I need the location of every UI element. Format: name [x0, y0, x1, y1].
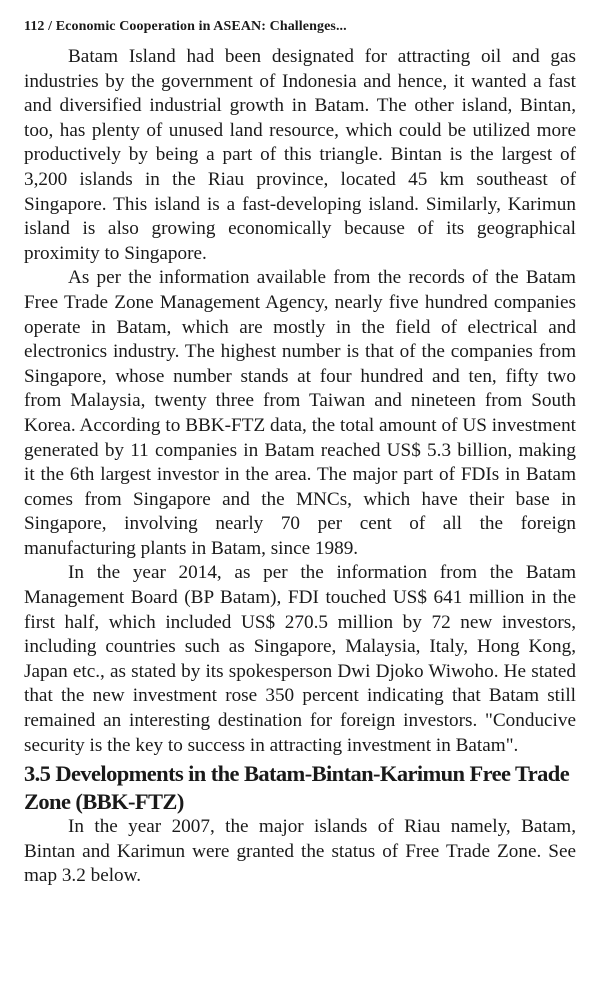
paragraph-batam-companies: As per the information available from the records of the Batam Free Trade Zone Management Agency, nearly five hundred companies operate in Batam, which are mostly in the field of electrical and electronics industry. The highest number is that of the companies from Singapore, whose number stands at four hundred and ten, fifty two from Malaysia, twenty three from Taiwan and nineteen from South Korea. According to BBK-FTZ data, the total amount of US investment generated by 11 companies in Batam reached US$ 5.3 billion, making it the 6th largest investor in the area. The major part of FDIs in Batam comes from Singapore and the MNCs, which have their base in Singapore, involving nearly 70 per cent of all the foreign manufacturing plants in Batam, since 1989. — [24, 267, 576, 559]
paragraph-fdi-2014: In the year 2014, as per the information from the Batam Management Board (BP Batam), FDI touched US$ 641 million in the first half, which included US$ 270.5 million by 72 new investors, including countries such as Singapore, Malaysia, Italy, Hong Kong, Japan etc., as stated by its spokesperson Dwi Djoko Wiwoho. He stated that the new investment rose 350 percent indicating that Batam still remained an interesting destination for foreign investors. "Conducive security is the key to success in attracting investment in Batam". — [24, 562, 576, 756]
section-heading: 3.5 Developments in the Batam-Bintan-Karimun Free Trade Zone (BBK-FTZ) — [24, 761, 570, 814]
book-page — [24, 18, 576, 889]
paragraph-ftz-status: In the year 2007, the major islands of Riau namely, Batam, Bintan and Karimun were granted the status of Free Trade Zone. See map 3.2 below. — [24, 816, 576, 887]
paragraph-batam-bintan-karimun: Batam Island had been designated for attracting oil and gas industries by the government of Indonesia and hence, it wanted a fast and diversified industrial growth in Batam. The other island, Bintan, too, has plenty of unused land resource, which could be utilized more productively by being a part of this triangle. Bintan is the largest of 3,200 islands in the Riau province, located 45 km southeast of Singapore. This island is a fast-developing island. Similarly, Karimun island is also growing economically because of its geographical proximity to Singapore. — [24, 46, 576, 264]
running-head: 112 / Economic Cooperation in ASEAN: Challenges... — [24, 19, 347, 34]
